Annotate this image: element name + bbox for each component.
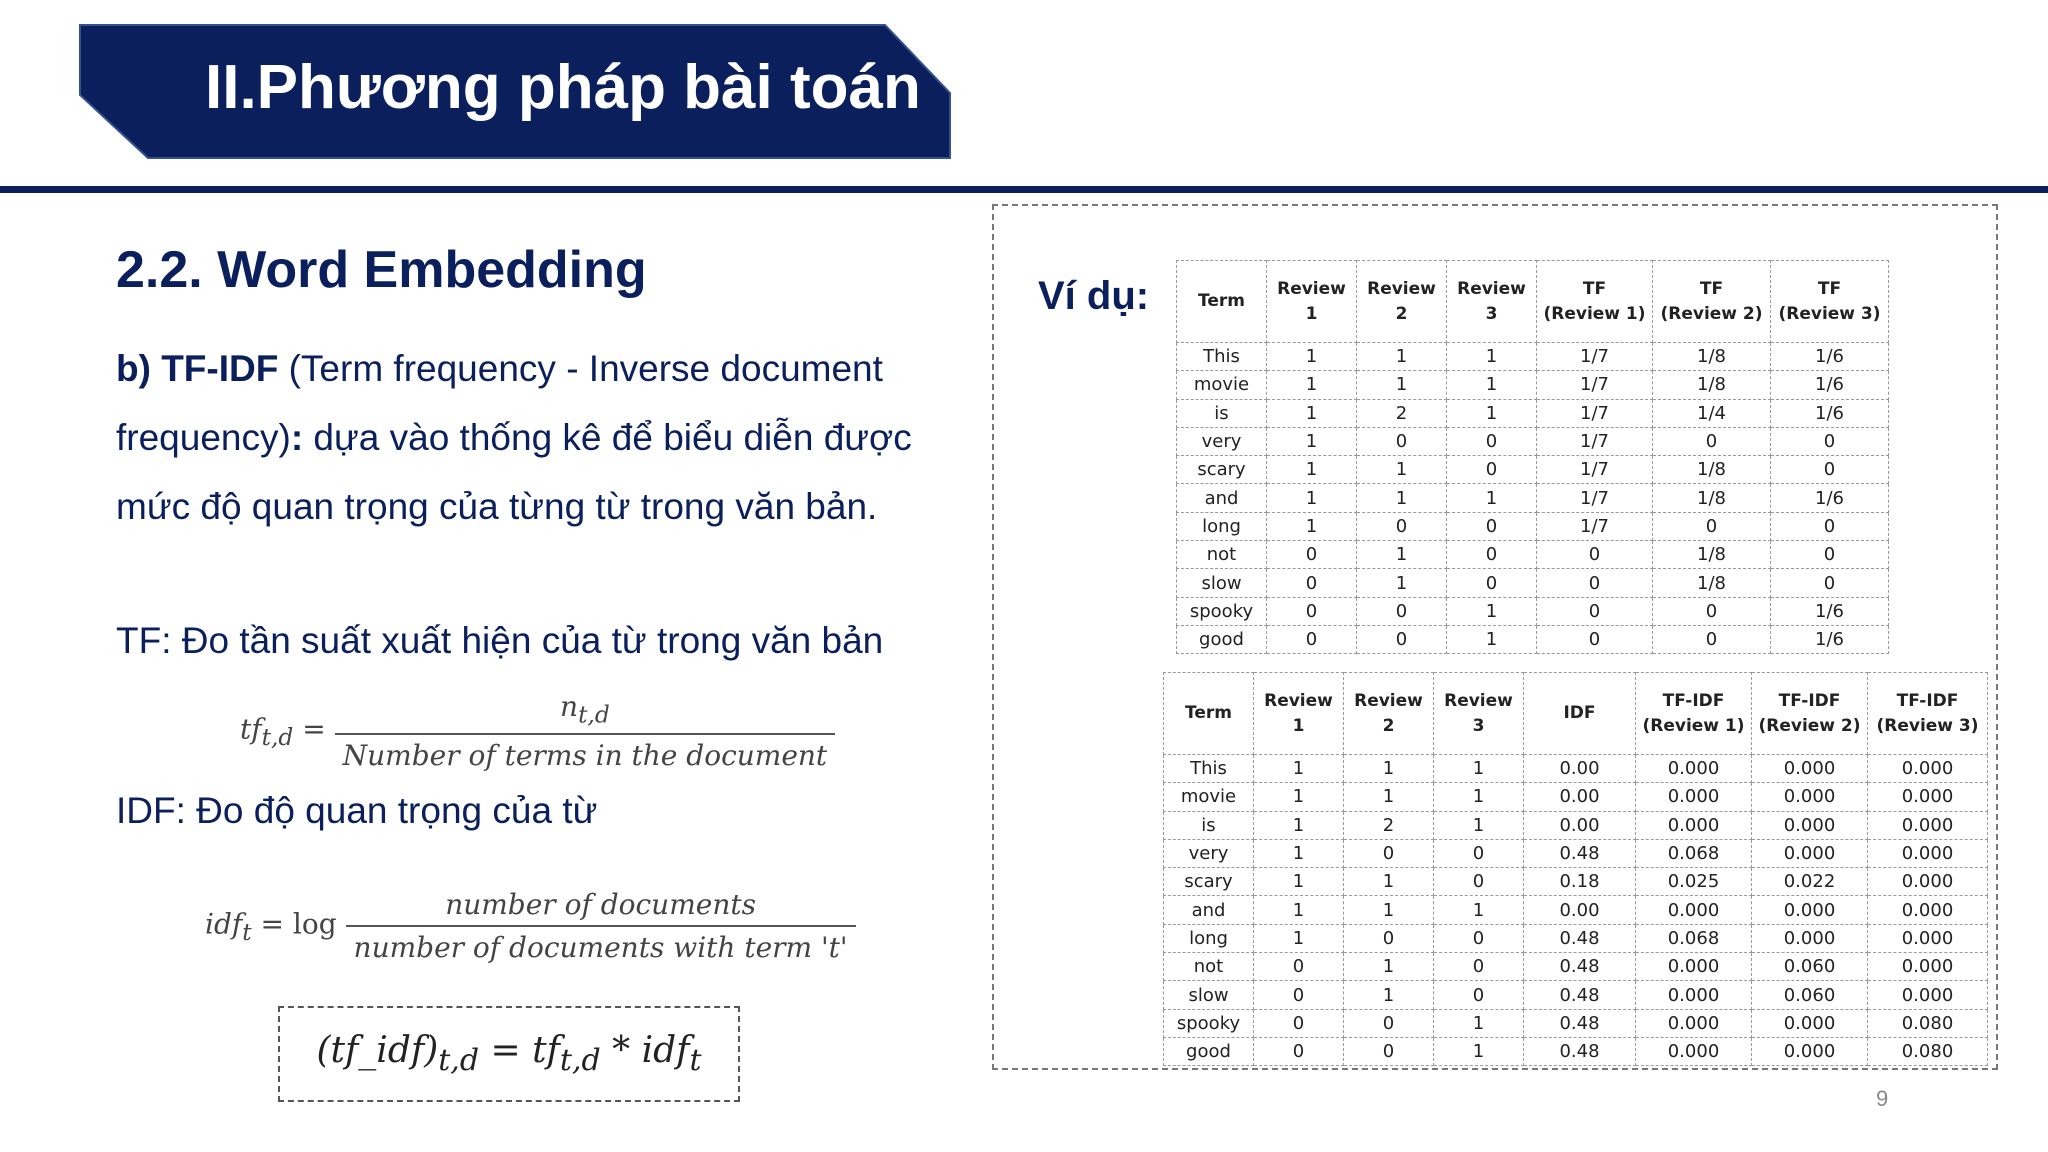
value-cell: 0 — [1344, 924, 1434, 952]
term-cell: This — [1164, 755, 1254, 783]
value-cell: 1/8 — [1653, 541, 1771, 569]
value-cell: 0.000 — [1752, 783, 1868, 811]
column-header — [1434, 673, 1524, 755]
tfidf-a-sub: t,d — [559, 1043, 601, 1079]
value-cell: 1 — [1267, 399, 1357, 427]
table-row — [1177, 427, 1889, 455]
term-cell: spooky — [1164, 1009, 1254, 1037]
column-header-line: TF-IDF — [1778, 690, 1841, 711]
table-row — [1177, 541, 1889, 569]
column-header-line: 2 — [1395, 303, 1408, 324]
table-row — [1177, 484, 1889, 512]
value-cell: 0.000 — [1868, 839, 1988, 867]
value-cell: 1/7 — [1537, 399, 1653, 427]
column-header-line: Review — [1264, 690, 1333, 711]
value-cell: 1/7 — [1537, 484, 1653, 512]
column-header — [1771, 261, 1889, 343]
value-cell: 0.000 — [1868, 811, 1988, 839]
column-header — [1524, 673, 1636, 755]
tfidf-table — [1163, 672, 1988, 1066]
table-row — [1177, 512, 1889, 540]
value-cell: 1 — [1357, 371, 1447, 399]
column-header-line: 3 — [1472, 715, 1485, 736]
table-row — [1177, 597, 1889, 625]
column-header — [1537, 261, 1653, 343]
value-cell: 0 — [1434, 953, 1524, 981]
column-header-line: IDF — [1563, 703, 1596, 723]
term-cell: good — [1177, 625, 1267, 653]
table-row — [1164, 924, 1988, 952]
value-cell: 0 — [1357, 597, 1447, 625]
value-cell: 0 — [1447, 541, 1537, 569]
column-header-line: TF — [1817, 278, 1842, 299]
value-cell: 0.48 — [1524, 1009, 1636, 1037]
value-cell: 0.00 — [1524, 811, 1636, 839]
value-cell: 0 — [1447, 512, 1537, 540]
value-cell: 1 — [1434, 755, 1524, 783]
column-header-line: (Review 2) — [1758, 715, 1861, 736]
value-cell: 0 — [1447, 569, 1537, 597]
value-cell: 0.000 — [1752, 896, 1868, 924]
tfidf-op: * — [600, 1029, 642, 1071]
value-cell: 1 — [1434, 783, 1524, 811]
value-cell: 0 — [1434, 981, 1524, 1009]
tf-lhs: tf — [240, 712, 262, 746]
value-cell: 0.068 — [1636, 839, 1752, 867]
value-cell: 1 — [1434, 811, 1524, 839]
idf-description: IDF: Đo độ quan trọng của từ — [116, 790, 598, 831]
value-cell: 0.000 — [1752, 811, 1868, 839]
tfidf-eq: = — [479, 1029, 533, 1071]
term-cell: and — [1177, 484, 1267, 512]
table-row — [1164, 755, 1988, 783]
value-cell: 0.000 — [1868, 924, 1988, 952]
column-header-line: TF-IDF — [1896, 690, 1959, 711]
tf-lhs-sub: t,d — [261, 722, 294, 751]
value-cell: 0 — [1653, 597, 1771, 625]
value-cell: 0.000 — [1636, 755, 1752, 783]
value-cell: 0.48 — [1524, 924, 1636, 952]
value-cell: 0.00 — [1524, 896, 1636, 924]
value-cell: 1 — [1267, 371, 1357, 399]
value-cell: 1/6 — [1771, 484, 1889, 512]
value-cell: 1/8 — [1653, 484, 1771, 512]
value-cell: 0 — [1447, 456, 1537, 484]
idf-denominator: number of documents with term 't' — [346, 925, 856, 964]
value-cell: 0 — [1344, 1037, 1434, 1065]
value-cell: 0 — [1434, 839, 1524, 867]
column-header-line: TF — [1582, 278, 1607, 299]
value-cell: 1 — [1254, 924, 1344, 952]
value-cell: 0 — [1254, 1009, 1344, 1037]
value-cell: 1 — [1434, 1009, 1524, 1037]
column-header-line: (Review 1) — [1543, 303, 1646, 324]
tf-table — [1176, 260, 1889, 654]
term-cell: not — [1164, 953, 1254, 981]
value-cell: 2 — [1357, 399, 1447, 427]
value-cell: 0 — [1653, 625, 1771, 653]
value-cell: 0 — [1771, 512, 1889, 540]
column-header-line: Review — [1457, 278, 1526, 299]
value-cell: 2 — [1344, 811, 1434, 839]
value-cell: 0.000 — [1636, 1037, 1752, 1065]
value-cell: 1/6 — [1771, 399, 1889, 427]
page-number: 9 — [1876, 1086, 1889, 1111]
value-cell: 1/8 — [1653, 343, 1771, 371]
value-cell: 0 — [1537, 625, 1653, 653]
value-cell: 1 — [1267, 484, 1357, 512]
value-cell: 0.00 — [1524, 755, 1636, 783]
value-cell: 1/7 — [1537, 456, 1653, 484]
column-header — [1653, 261, 1771, 343]
example-label: Ví dụ: — [1038, 274, 1150, 318]
column-header — [1357, 261, 1447, 343]
value-cell: 1 — [1447, 597, 1537, 625]
value-cell: 0.080 — [1868, 1037, 1988, 1065]
intro-lead: b) TF-IDF — [116, 348, 279, 389]
tfidf-table-header — [1164, 673, 1988, 755]
table-row — [1164, 981, 1988, 1009]
value-cell: 0.022 — [1752, 868, 1868, 896]
value-cell: 1 — [1344, 953, 1434, 981]
value-cell: 0.000 — [1636, 953, 1752, 981]
term-cell: scary — [1177, 456, 1267, 484]
value-cell: 1/6 — [1771, 343, 1889, 371]
table-row — [1164, 868, 1988, 896]
term-cell: very — [1164, 839, 1254, 867]
value-cell: 0 — [1771, 569, 1889, 597]
idf-formula — [205, 888, 856, 964]
column-header — [1344, 673, 1434, 755]
term-cell: and — [1164, 896, 1254, 924]
tfidf-formula-box — [278, 1006, 740, 1102]
value-cell: 1 — [1267, 456, 1357, 484]
value-cell: 1 — [1267, 343, 1357, 371]
value-cell: 0.48 — [1524, 839, 1636, 867]
value-cell: 1/7 — [1537, 512, 1653, 540]
value-cell: 1 — [1344, 896, 1434, 924]
header-rule — [0, 186, 2048, 193]
value-cell: 0 — [1653, 512, 1771, 540]
table-row — [1177, 625, 1889, 653]
value-cell: 0 — [1653, 427, 1771, 455]
value-cell: 0 — [1434, 868, 1524, 896]
tf-eq: = — [293, 712, 335, 746]
term-cell: movie — [1164, 783, 1254, 811]
table-row — [1164, 839, 1988, 867]
column-header — [1752, 673, 1868, 755]
table-row — [1164, 811, 1988, 839]
tfidf-lhs: (tf_idf) — [316, 1029, 439, 1071]
term-cell: very — [1177, 427, 1267, 455]
value-cell: 0 — [1267, 597, 1357, 625]
value-cell: 1 — [1344, 868, 1434, 896]
value-cell: 0.060 — [1752, 953, 1868, 981]
table-row — [1177, 569, 1889, 597]
value-cell: 1 — [1254, 868, 1344, 896]
value-cell: 1/8 — [1653, 569, 1771, 597]
intro-rest: dựa vào thống kê để biểu diễn được mức độ quan trọng của từng từ trong văn bản. — [116, 417, 912, 527]
tfidf-b-sub: t — [689, 1043, 702, 1079]
value-cell: 0 — [1434, 924, 1524, 952]
value-cell: 1 — [1357, 541, 1447, 569]
value-cell: 0 — [1771, 427, 1889, 455]
table-row — [1177, 343, 1889, 371]
term-cell: not — [1177, 541, 1267, 569]
column-header-line: Term — [1198, 291, 1245, 311]
term-cell: long — [1177, 512, 1267, 540]
tf-table-header — [1177, 261, 1889, 343]
value-cell: 0.000 — [1868, 981, 1988, 1009]
value-cell: 0.000 — [1636, 896, 1752, 924]
value-cell: 1/8 — [1653, 371, 1771, 399]
value-cell: 0.060 — [1752, 981, 1868, 1009]
value-cell: 0.000 — [1752, 1037, 1868, 1065]
table-row — [1164, 783, 1988, 811]
table-row — [1177, 371, 1889, 399]
value-cell: 1 — [1447, 371, 1537, 399]
value-cell: 0.18 — [1524, 868, 1636, 896]
tf-fraction — [335, 690, 836, 772]
section-title: 2.2. Word Embedding — [116, 241, 647, 299]
value-cell: 0.068 — [1636, 924, 1752, 952]
value-cell: 0.000 — [1868, 868, 1988, 896]
value-cell: 0 — [1267, 625, 1357, 653]
value-cell: 0 — [1357, 512, 1447, 540]
value-cell: 0.48 — [1524, 953, 1636, 981]
value-cell: 1 — [1254, 783, 1344, 811]
value-cell: 0 — [1254, 981, 1344, 1009]
intro-colon: : — [290, 417, 304, 458]
column-header — [1636, 673, 1752, 755]
tfidf-lhs-sub: t,d — [438, 1043, 480, 1079]
table-row — [1164, 1009, 1988, 1037]
column-header — [1254, 673, 1344, 755]
value-cell: 0.000 — [1868, 755, 1988, 783]
table-row — [1177, 456, 1889, 484]
value-cell: 0 — [1344, 1009, 1434, 1037]
value-cell: 0 — [1771, 541, 1889, 569]
value-cell: 1 — [1447, 484, 1537, 512]
tf-description: TF: Đo tần suất xuất hiện của từ trong văn bản — [116, 620, 884, 661]
column-header-line: Review — [1354, 690, 1423, 711]
table-row — [1164, 953, 1988, 981]
value-cell: 1/7 — [1537, 343, 1653, 371]
term-cell: This — [1177, 343, 1267, 371]
value-cell: 0.48 — [1524, 981, 1636, 1009]
column-header — [1868, 673, 1988, 755]
idf-lhs-sub: t — [242, 918, 252, 947]
tfidf-b: idf — [641, 1029, 690, 1071]
idf-eq: = log — [251, 907, 337, 941]
column-header-line: (Review 3) — [1778, 303, 1881, 324]
value-cell: 1/8 — [1653, 456, 1771, 484]
value-cell: 1 — [1447, 399, 1537, 427]
value-cell: 1 — [1447, 343, 1537, 371]
column-header — [1164, 673, 1254, 755]
tfidf-a: tf — [532, 1029, 560, 1071]
intro-paragraph — [116, 334, 966, 541]
value-cell: 1/6 — [1771, 597, 1889, 625]
value-cell: 1 — [1357, 484, 1447, 512]
value-cell: 0.000 — [1752, 924, 1868, 952]
value-cell: 1/6 — [1771, 625, 1889, 653]
idf-lhs: idf — [205, 907, 243, 941]
intro-paren: (Term frequency - Inverse document frequency) — [116, 348, 883, 458]
term-cell: scary — [1164, 868, 1254, 896]
value-cell: 1 — [1254, 896, 1344, 924]
tf-num-sub: t,d — [578, 700, 610, 729]
column-header-line: 3 — [1485, 303, 1498, 324]
value-cell: 0 — [1254, 953, 1344, 981]
column-header-line: 1 — [1292, 715, 1305, 736]
column-header-line: (Review 3) — [1876, 715, 1979, 736]
value-cell: 0 — [1537, 597, 1653, 625]
column-header — [1267, 261, 1357, 343]
column-header-line: 1 — [1305, 303, 1318, 324]
value-cell: 0.000 — [1868, 896, 1988, 924]
table-row — [1164, 896, 1988, 924]
value-cell: 1/7 — [1537, 371, 1653, 399]
tf-formula — [240, 690, 835, 772]
value-cell: 1 — [1254, 755, 1344, 783]
value-cell: 0 — [1267, 569, 1357, 597]
value-cell: 0.000 — [1636, 783, 1752, 811]
value-cell: 0.000 — [1868, 953, 1988, 981]
value-cell: 1 — [1344, 755, 1434, 783]
value-cell: 0 — [1267, 541, 1357, 569]
column-header-line: 2 — [1382, 715, 1395, 736]
tf-num: n — [560, 690, 579, 723]
table-row — [1164, 1037, 1988, 1065]
term-cell: long — [1164, 924, 1254, 952]
column-header-line: Review — [1444, 690, 1513, 711]
value-cell: 1 — [1254, 839, 1344, 867]
term-cell: spooky — [1177, 597, 1267, 625]
table-row — [1177, 399, 1889, 427]
value-cell: 0.080 — [1868, 1009, 1988, 1037]
term-cell: good — [1164, 1037, 1254, 1065]
column-header-line: Review — [1367, 278, 1436, 299]
slide-title: II.Phương pháp bài toán — [205, 53, 921, 122]
value-cell: 0.00 — [1524, 783, 1636, 811]
value-cell: 1 — [1357, 456, 1447, 484]
value-cell: 0.48 — [1524, 1037, 1636, 1065]
term-cell: slow — [1164, 981, 1254, 1009]
value-cell: 0 — [1357, 625, 1447, 653]
column-header — [1177, 261, 1267, 343]
value-cell: 1/6 — [1771, 371, 1889, 399]
value-cell: 0 — [1254, 1037, 1344, 1065]
value-cell: 0.000 — [1636, 1009, 1752, 1037]
idf-fraction — [346, 888, 856, 964]
value-cell: 1 — [1357, 343, 1447, 371]
value-cell: 0 — [1537, 541, 1653, 569]
value-cell: 0.025 — [1636, 868, 1752, 896]
value-cell: 1/4 — [1653, 399, 1771, 427]
column-header-line: TF — [1699, 278, 1724, 299]
value-cell: 0.000 — [1752, 755, 1868, 783]
value-cell: 1 — [1267, 427, 1357, 455]
value-cell: 1 — [1344, 981, 1434, 1009]
column-header-line: TF-IDF — [1662, 690, 1725, 711]
column-header-line: (Review 2) — [1660, 303, 1763, 324]
idf-numerator: number of documents — [445, 888, 756, 921]
value-cell: 0.000 — [1868, 783, 1988, 811]
tf-denominator: Number of terms in the document — [335, 733, 836, 772]
term-cell: slow — [1177, 569, 1267, 597]
column-header-line: Term — [1185, 703, 1232, 723]
value-cell: 1 — [1434, 1037, 1524, 1065]
term-cell: is — [1177, 399, 1267, 427]
value-cell: 1/7 — [1537, 427, 1653, 455]
value-cell: 1 — [1254, 811, 1344, 839]
value-cell: 0.000 — [1636, 981, 1752, 1009]
column-header — [1447, 261, 1537, 343]
value-cell: 1 — [1434, 896, 1524, 924]
tfidf-formula — [316, 1030, 701, 1078]
term-cell: is — [1164, 811, 1254, 839]
value-cell: 0.000 — [1752, 839, 1868, 867]
title-banner — [0, 0, 952, 160]
column-header-line: Review — [1277, 278, 1346, 299]
value-cell: 1 — [1344, 783, 1434, 811]
column-header-line: (Review 1) — [1642, 715, 1745, 736]
value-cell: 1 — [1357, 569, 1447, 597]
value-cell: 0 — [1447, 427, 1537, 455]
value-cell: 0.000 — [1636, 811, 1752, 839]
tf-numerator — [552, 690, 618, 733]
value-cell: 1 — [1447, 625, 1537, 653]
value-cell: 1 — [1267, 512, 1357, 540]
value-cell: 0 — [1537, 569, 1653, 597]
value-cell: 0 — [1357, 427, 1447, 455]
value-cell: 0.000 — [1752, 1009, 1868, 1037]
value-cell: 0 — [1344, 839, 1434, 867]
term-cell: movie — [1177, 371, 1267, 399]
value-cell: 0 — [1771, 456, 1889, 484]
